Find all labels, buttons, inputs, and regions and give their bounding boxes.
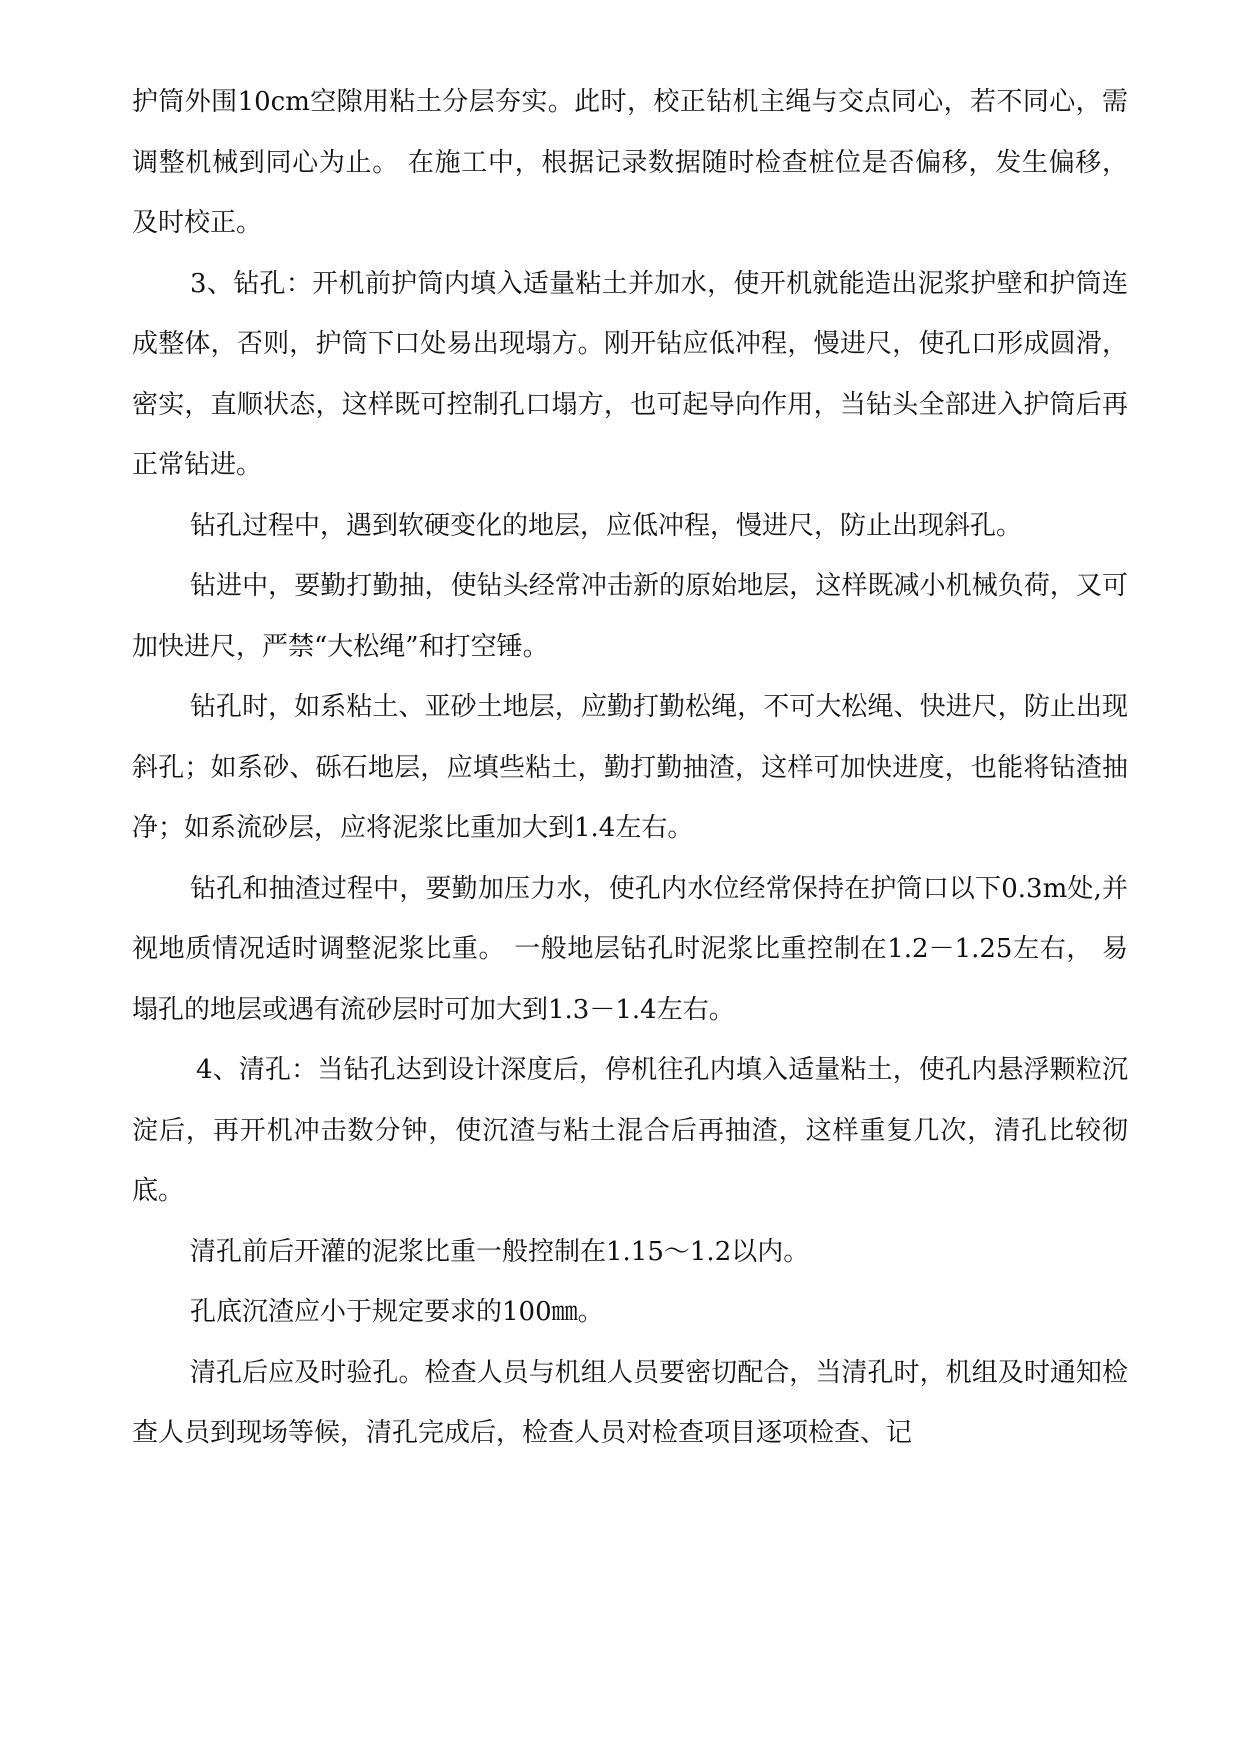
paragraph-hole-cleaning: 4、清孔：当钻孔达到设计深度后，停机往孔内填入适量粘土，使孔内悬浮颗粒沉淀后，再开机冲击数分钟，使沉渣与粘土混合后再抽渣，这样重复几次，清孔比较彻底。 <box>132 1055 1128 1206</box>
document-body <box>132 72 1128 1464</box>
paragraph-soil-types: 钻孔时，如系粘土、亚砂土地层，应勤打勤松绳，不可大松绳、快进尺，防止出现斜孔；如系砂、砾石地层，应填些粘土，勤打勤抽渣，这样可加快进度，也能将钻渣抽净；如系流砂层，应将泥浆比重加大到1.4左右。 <box>132 692 1128 843</box>
paragraph-water-pressure: 钻孔和抽渣过程中，要勤加压力水，使孔内水位经常保持在护筒口以下0.3m处,并视地质情况适时调整泥浆比重。 一般地层钻孔时泥浆比重控制在1.2－1.25左右， 易塌孔的地层或遇有流砂层时可加大到1.3－1.4左右。 <box>132 873 1128 1025</box>
paragraph-continued: 护筒外围10cm空隙用粘土分层夯实。此时，校正钻机主绳与交点同心，若不同心，需调整机械到同心为止。 在施工中，根据记录数据随时检查桩位是否偏移，发生偏移，及时校正。 <box>132 87 1128 238</box>
paragraph-drilling-advance: 钻进中，要勤打勤抽，使钻头经常冲击新的原始地层，这样既减小机械负荷，又可加快进尺，严禁“大松绳”和打空锤。 <box>132 571 1128 662</box>
paragraph-mud-density: 清孔前后开灌的泥浆比重一般控制在1.15～1.2以内。 <box>190 1236 810 1267</box>
paragraph-sediment: 孔底沉渣应小于规定要求的100㎜。 <box>190 1297 604 1327</box>
paragraph-drilling: 3、钻孔：开机前护筒内填入适量粘土并加水，使开机就能造出泥浆护壁和护筒连成整体，否则，护筒下口处易出现塌方。刚开钻应低冲程，慢进尺，使孔口形成圆滑，密实，直顺状态，这样既可控制孔口塌方，也可起导向作用，当钻头全部进入护筒后再正常钻进。 <box>132 268 1128 480</box>
paragraph-inspection: 清孔后应及时验孔。检查人员与机组人员要密切配合，当清孔时，机组及时通知检查人员到现场等候，清孔完成后，检查人员对检查项目逐项检查、记 <box>132 1357 1128 1448</box>
paragraph-soft-hard-strata: 钻孔过程中，遇到软硬变化的地层，应低冲程，慢进尺，防止出现斜孔。 <box>190 510 1023 541</box>
